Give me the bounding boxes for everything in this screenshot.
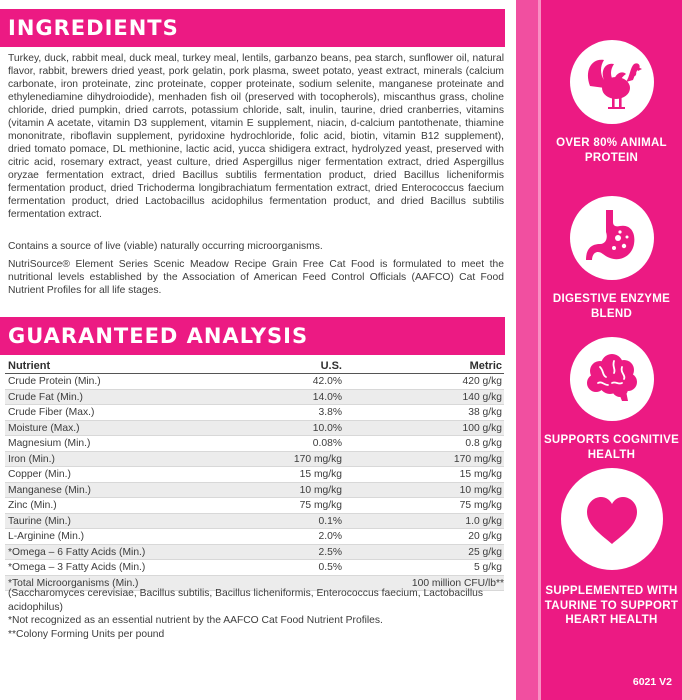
table-body	[5, 374, 504, 576]
table-row	[5, 374, 504, 390]
value-cell: 100 million CFU/lb**	[411, 577, 504, 589]
feature-circle	[570, 196, 654, 280]
us-value-cell: 0.1%	[318, 515, 342, 527]
analysis-notes	[8, 587, 504, 641]
column-header-us: U.S.	[320, 360, 342, 372]
nutrient-cell: Crude Fat (Min.)	[8, 391, 83, 403]
nutrient-cell: Copper (Min.)	[8, 469, 71, 480]
us-value-cell: 75 mg/kg	[299, 500, 342, 511]
us-value-cell: 170 mg/kg	[293, 453, 342, 465]
feature-circle	[561, 468, 663, 570]
feature-circle	[570, 40, 654, 124]
stomach-icon	[570, 196, 654, 280]
metric-value-cell: 0.8 g/kg	[465, 438, 502, 449]
nutrient-cell: Magnesium (Min.)	[8, 438, 91, 449]
sidebar-edge	[516, 0, 538, 700]
heart-icon	[561, 468, 663, 570]
table-row	[5, 436, 504, 452]
aafco-statement: NutriSource® Element Series Scenic Meadow Recipe Grain Free Cat Food is formulated to meet the nutritional levels established by the Association of American Feed Control Officials (AAFCO) Cat Food Nutrient Profiles for all life stages.	[8, 259, 504, 296]
metric-value-cell: 20 g/kg	[468, 531, 502, 542]
table-row	[5, 529, 504, 545]
nutrient-cell: Crude Protein (Min.)	[8, 376, 101, 387]
ingredients-heading: INGREDIENTS	[0, 9, 505, 47]
table-header	[5, 360, 504, 374]
metric-value-cell: 5 g/kg	[473, 562, 502, 573]
probiotic-note: Contains a source of live (viable) naturally occurring microorganisms.	[8, 241, 323, 252]
table-row	[5, 483, 504, 499]
nutrient-cell: *Total Microorganisms (Min.)	[8, 577, 139, 589]
table-row	[5, 545, 504, 561]
feature-circle	[570, 337, 654, 421]
microorganism-species: (Saccharomyces cerevisiae, Bacillus subtilis, Bacillus licheniformis, Enterococcus faecium, Lactobacillus acidophilus)	[8, 588, 483, 613]
feature-animal-protein	[541, 40, 682, 165]
us-value-cell: 10.0%	[312, 422, 342, 434]
ingredients-list: Turkey, duck, rabbit meal, duck meal, turkey meal, lentils, garbanzo beans, pea starch, sunflower oil, natural flavor, rabbit, brewers dried yeast, pork gelatin, pork plasma, sweet potato, yeast extract, minerals (calcium carbonate, iron proteinate, zinc proteinate, copper proteinate, sodium selenite, manganese proteinate and ethylenediamine dihydroiodide), menhaden fish oil (preserved with tocopherols), miscanthus grass, choline chloride, dried pumpkin, dried carrots, potassium chloride, salt, inulin, taurine, dried cranberries, vitamins (vitamin A acetate, vitamin D3 supplement, vitamin E supplement, niacin, d-calcium pantothenate, thiamine mononitrate, riboflavin supplement, pyridoxine hydrochloride, folic acid, biotin, vitamin B12 supplement), dried tomato pomace, DL methionine, lactic acid, yucca shidigera extract, hydrolyzed yeast, preserved with citric acid, rosemary extract, yeast culture, dried Aspergillus niger fermentation extract, dried Aspergillus oryzae fermentation extract, dried Bacillus subtilis fermentation product, dried Bacillus licheniformis fermentation product, dried Trichoderma longibrachiatum fermentation extract, dried Enterococcus faecium fermentation product, dried Lactobacillus acidophilus fermentation product, and dried Bacillus subtilis fermentation extract.	[8, 53, 504, 220]
feature-label: SUPPLEMENTED WITH TAURINE TO SUPPORT HEART HEALTH	[544, 585, 679, 626]
us-value-cell: 42.0%	[312, 376, 342, 387]
table-row	[5, 390, 504, 406]
us-value-cell: 10 mg/kg	[299, 484, 342, 496]
table-row	[5, 421, 504, 437]
footnote-cfu: **Colony Forming Units per pound	[8, 628, 165, 640]
us-value-cell: 2.0%	[318, 531, 342, 542]
feature-cognitive-health	[541, 337, 682, 462]
nutrient-cell: Taurine (Min.)	[8, 515, 71, 527]
nutrient-cell: Crude Fiber (Max.)	[8, 407, 95, 418]
us-value-cell: 3.8%	[318, 407, 342, 418]
metric-value-cell: 140 g/kg	[462, 391, 502, 403]
nutrient-cell: Moisture (Max.)	[8, 422, 80, 434]
table-row	[5, 405, 504, 421]
metric-value-cell: 25 g/kg	[468, 546, 502, 558]
metric-value-cell: 15 mg/kg	[459, 469, 502, 480]
product-code: 6021 V2	[632, 676, 672, 688]
nutrient-cell: L-Arginine (Min.)	[8, 531, 85, 542]
metric-value-cell: 170 mg/kg	[453, 453, 502, 465]
column-header-metric: Metric	[469, 360, 502, 372]
table-row	[5, 498, 504, 514]
metric-value-cell: 420 g/kg	[462, 376, 502, 387]
us-value-cell: 15 mg/kg	[299, 469, 342, 480]
feature-digestive-enzyme	[541, 196, 682, 321]
nutrient-cell: *Omega – 6 Fatty Acids (Min.)	[8, 546, 146, 558]
turkey-icon	[570, 40, 654, 124]
table-row	[5, 452, 504, 468]
us-value-cell: 0.5%	[318, 562, 342, 573]
brain-icon	[570, 337, 654, 421]
nutrient-cell: *Omega – 3 Fatty Acids (Min.)	[8, 562, 146, 573]
us-value-cell: 14.0%	[312, 391, 342, 403]
footnote-not-essential: *Not recognized as an essential nutrient by the AAFCO Cat Food Nutrient Profiles.	[8, 615, 383, 626]
metric-value-cell: 1.0 g/kg	[465, 515, 502, 527]
metric-value-cell: 100 g/kg	[462, 422, 502, 434]
table-row	[5, 514, 504, 530]
metric-value-cell: 38 g/kg	[468, 407, 502, 418]
table-row	[5, 560, 504, 576]
nutrient-cell: Zinc (Min.)	[8, 500, 57, 511]
feature-label: OVER 80% ANIMAL PROTEIN	[556, 137, 667, 164]
nutrient-cell: Iron (Min.)	[8, 453, 55, 465]
metric-value-cell: 10 mg/kg	[459, 484, 502, 496]
nutrient-cell: Manganese (Min.)	[8, 484, 91, 496]
column-header-nutrient: Nutrient	[8, 360, 51, 372]
feature-heart-health	[541, 468, 682, 628]
us-value-cell: 0.08%	[312, 438, 342, 449]
metric-value-cell: 75 mg/kg	[459, 500, 502, 511]
us-value-cell: 2.5%	[318, 546, 342, 558]
feature-sidebar	[516, 0, 682, 700]
analysis-heading: GUARANTEED ANALYSIS	[0, 317, 505, 355]
guaranteed-analysis-table	[5, 360, 504, 591]
feature-label: DIGESTIVE ENZYME BLEND	[552, 293, 671, 320]
feature-label: SUPPORTS COGNITIVE HEALTH	[543, 434, 680, 461]
table-row	[5, 467, 504, 483]
